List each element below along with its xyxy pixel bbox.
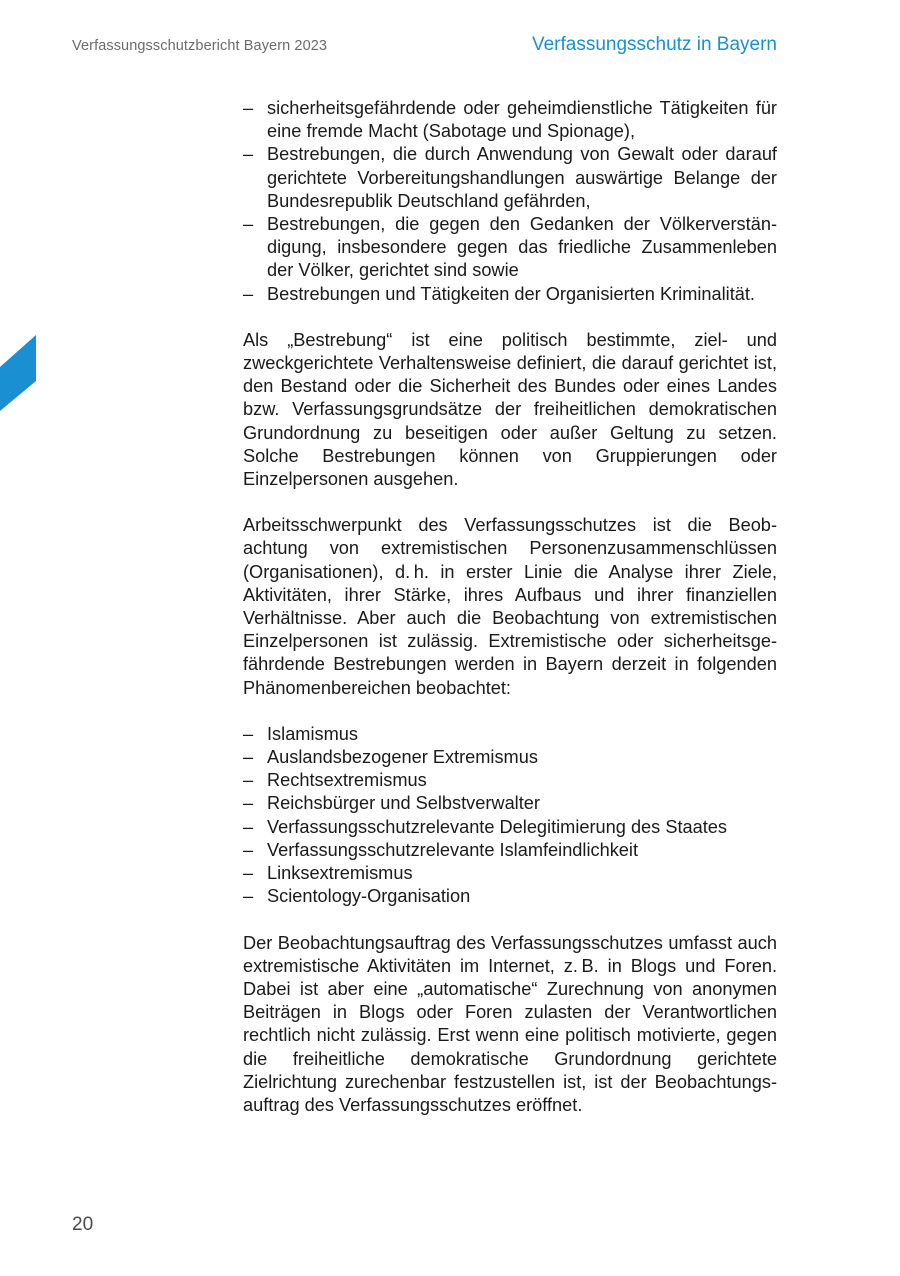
list-item: – Linksextremismus <box>243 863 413 884</box>
list-item: – Rechtsextremismus <box>243 770 427 791</box>
page-number: 20 <box>72 1214 94 1235</box>
chapter-marker-tab <box>0 335 36 411</box>
paragraph-beobachtungsauftrag: Der Beobachtungsauftrag des Verfassungsschutzes umfasst auch extremistische Aktivitäten im Internet, z. B. in Blogs und Foren. Dabei ist aber eine „automatische“ Zurechnung von anonymen Beiträgen in Blogs oder Foren zulasten der Verantwortlichen rechtlich nicht zulässig. Erst wenn eine politisch motivierte, gegen die freiheitliche demokratische Grundordnung gerichtete Zielrichtung zurechenbar festzustellen ist, ist der Beobachtungsauftrag des Verfassungsschutzes eröffnet. <box>243 932 777 1115</box>
paragraph-arbeitsschwerpunkt: Arbeitsschwerpunkt des Verfassungsschutzes ist die Beobachtung von extremistischen Personenzusammenschlüssen (Organisationen), d. h. in erster Linie die Analyse ihrer Ziele, Aktivitäten, ihrer Stärke, ihres Aufbaus und ihrer finanziellen Verhältnisse. Aber auch die Beobachtung von extremistischen Einzelpersonen ist zulässig. Extremistische oder sicherheitsgefährdende Bestrebungen werden in Bayern derzeit in folgenden Phänomenbereichen beobachtet: <box>243 515 777 698</box>
list-item: – Bestrebungen und Tätigkeiten der Organisierten Kriminalität. <box>243 283 755 304</box>
list-item: – Bestrebungen, die durch Anwendung von Gewalt oder darauf gerichtete Vorbereitungshandlungen auswärtige Belange der Bundesrepublik Deutschland gefährden, <box>243 144 777 211</box>
list-item: – sicherheitsgefährdende oder geheimdienstliche Tätigkeiten für eine fremde Macht (Sabotage und Spionage), <box>243 98 777 142</box>
list-item: – Verfassungsschutzrelevante Islamfeindlichkeit <box>243 839 639 860</box>
list-item: – Auslandsbezogener Extremismus <box>243 747 538 768</box>
phenomena-list <box>243 723 777 909</box>
list-item: – Scientology-Organisation <box>243 886 471 907</box>
paragraph-bestrebung: Als „Bestrebung“ ist eine politisch bestimmte, ziel- und zweckgerichtete Verhaltensweise definiert, die darauf gerichtet ist, den Bestand oder die Sicherheit des Bundes oder eines Landes bzw. Verfassungsgrundsätze der freiheitlichen demokratischen Grundordnung zu beseitigen oder außer Geltung zu setzen. Solche Bestrebungen können von Gruppierungen oder Einzelpersonen ausgehen. <box>243 329 777 490</box>
chapter-title: Verfassungsschutz in Bayern <box>531 34 777 55</box>
body-text <box>243 97 777 1117</box>
list-item: – Islamismus <box>243 723 358 744</box>
list-item: – Verfassungsschutzrelevante Delegitimierung des Staates <box>243 816 727 837</box>
running-header-title: Verfassungsschutzbericht Bayern 2023 <box>72 38 328 54</box>
list-item: – Bestrebungen, die gegen den Gedanken der Völkerverständigung, insbesondere gegen das friedliche Zusammenleben der Völker, gerichtet sind sowie <box>243 214 777 281</box>
list-item: – Reichsbürger und Selbstverwalter <box>243 793 540 814</box>
threat-list <box>243 97 777 306</box>
